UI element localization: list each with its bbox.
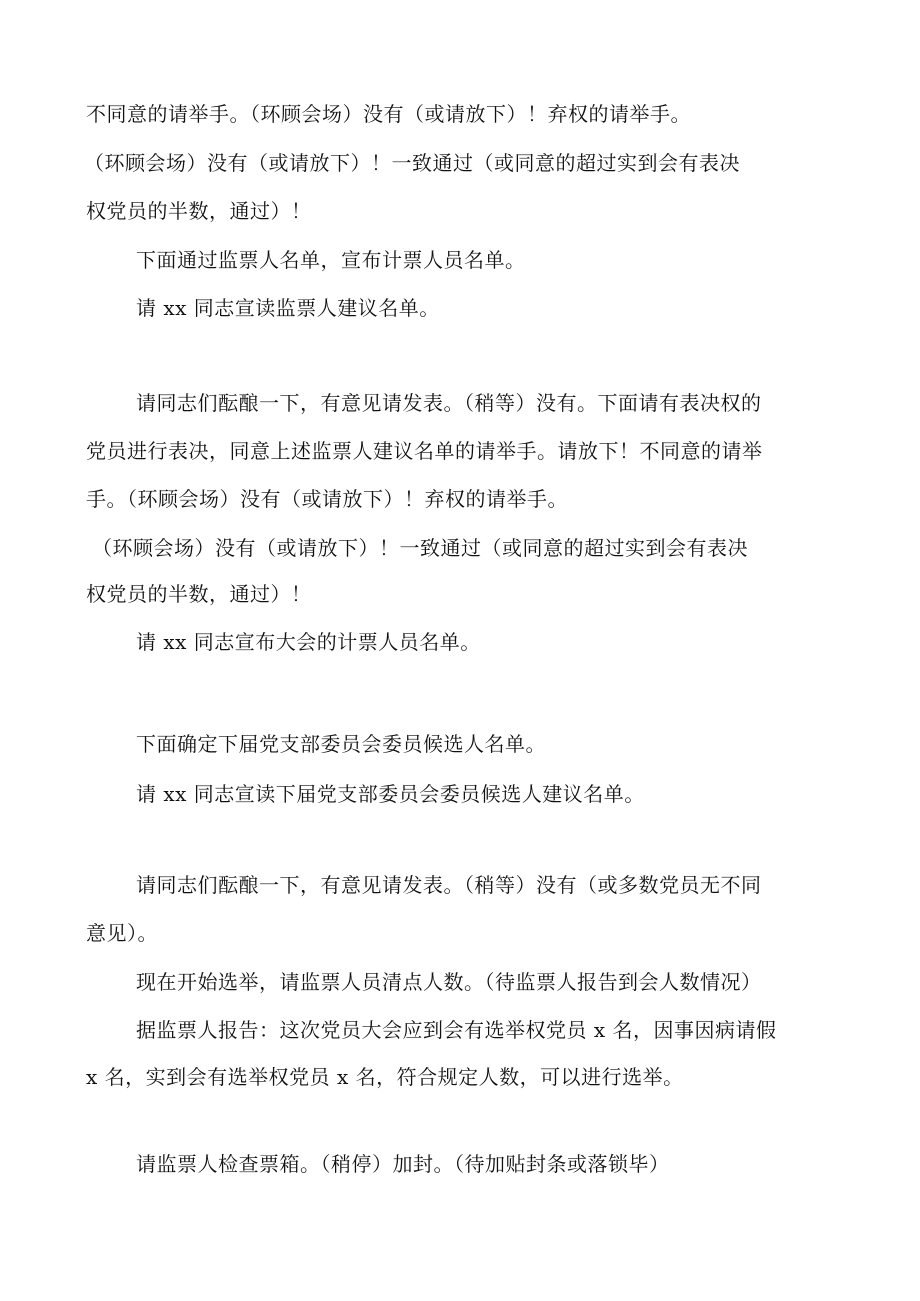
text-line: 现在开始选举，请监票人员清点人数。（待监票人报告到会人数情况）: [136, 970, 762, 994]
text-line: 不同意的请举手。（环顾会场）没有（或请放下）！弃权的请举手。: [86, 102, 691, 126]
text-line: 权党员的半数，通过）！: [86, 199, 312, 223]
text-line: 意见）。: [86, 921, 158, 945]
text-line: 请 xx 同志宣读下届党支部委员会委员候选人建议名单。: [136, 782, 645, 806]
text-line: 下面确定下届党支部委员会委员候选人名单。: [136, 732, 546, 756]
text-line: 下面通过监票人名单，宣布计票人员名单。: [136, 248, 526, 272]
text-line: 党员进行表决，同意上述监票人建议名单的请举手。请放下！不同意的请举: [86, 439, 763, 463]
text-line: 请 xx 同志宣布大会的计票人员名单。: [136, 630, 481, 654]
text-line: （环顾会场）没有（或请放下）！一致通过（或同意的超过实到会有表决: [92, 536, 748, 560]
text-line: 手。（环顾会场）没有（或请放下）！弃权的请举手。: [86, 487, 568, 511]
text-line: 请同志们酝酿一下，有意见请发表。（稍等）没有。下面请有表决权的: [136, 391, 762, 415]
text-line: 据监票人报告：这次党员大会应到会有选举权党员 x 名，因事因病请假: [136, 1018, 777, 1042]
text-line: 请 xx 同志宣读监票人建议名单。: [136, 296, 440, 320]
text-line: x 名，实到会有选举权党员 x 名，符合规定人数，可以进行选举。: [86, 1065, 684, 1089]
text-line: （环顾会场）没有（或请放下）！一致通过（或同意的超过实到会有表决: [84, 151, 740, 175]
text-line: 请监票人检查票箱。（稍停）加封。（待加贴封条或落锁毕）: [136, 1152, 670, 1176]
text-line: 请同志们酝酿一下，有意见请发表。（稍等）没有（或多数党员无不同: [136, 873, 762, 897]
text-line: 权党员的半数，通过）！: [86, 582, 312, 606]
